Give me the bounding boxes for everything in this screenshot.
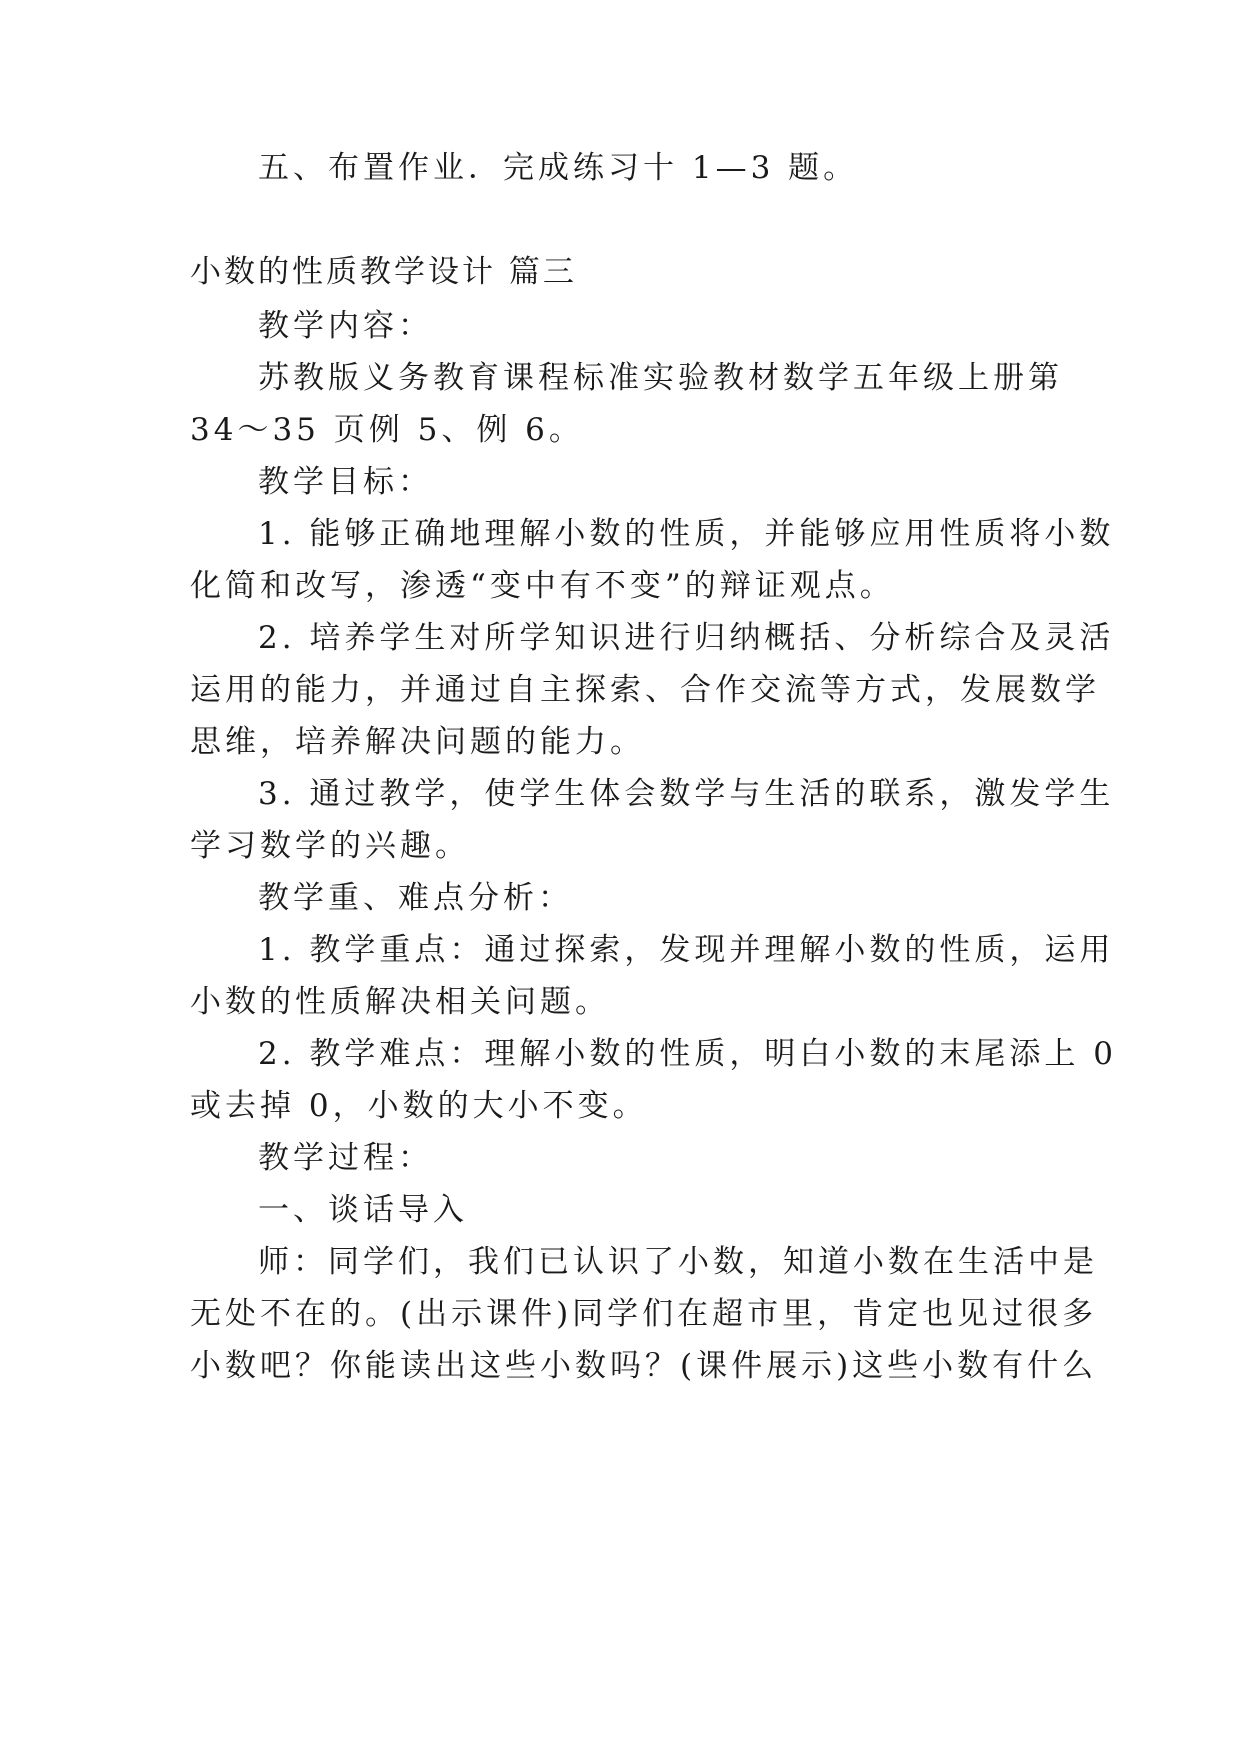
- step-1-line-2: 无处不在的。(出示课件)同学们在超市里，肯定也见过很多: [190, 1296, 1098, 1332]
- step-1-title: 一、谈话导入: [258, 1192, 468, 1228]
- goal-2-line-2: 运用的能力，并通过自主探索、合作交流等方式，发展数学: [190, 672, 1100, 708]
- key-1-line-2: 小数的性质解决相关问题。: [190, 984, 610, 1020]
- key-2-line-2: 或去掉 0，小数的大小不变。: [190, 1088, 648, 1124]
- goal-3-line-1: 3. 通过教学，使学生体会数学与生活的联系，激发学生: [258, 776, 1115, 812]
- content-line-2: 34～35 页例 5、例 6。: [190, 412, 584, 448]
- key-2-line-1: 2. 教学难点：理解小数的性质，明白小数的末尾添上 0: [258, 1036, 1118, 1072]
- goal-1-line-1: 1. 能够正确地理解小数的性质，并能够应用性质将小数: [258, 516, 1115, 552]
- homework-line: 五、布置作业．完成练习十 1—3 题。: [258, 150, 859, 186]
- content-label: 教学内容：: [258, 308, 433, 344]
- section-title: 小数的性质教学设计 篇三: [190, 254, 577, 290]
- goals-label: 教学目标：: [258, 464, 433, 500]
- content-line-1: 苏教版义务教育课程标准实验教材数学五年级上册第: [258, 360, 1063, 396]
- goal-2-line-3: 思维，培养解决问题的能力。: [190, 724, 645, 760]
- goal-3-line-2: 学习数学的兴趣。: [190, 828, 470, 864]
- step-1-line-1: 师：同学们，我们已认识了小数，知道小数在生活中是: [258, 1244, 1098, 1280]
- key-label: 教学重、难点分析：: [258, 880, 573, 916]
- process-label: 教学过程：: [258, 1140, 433, 1176]
- key-1-line-1: 1. 教学重点：通过探索，发现并理解小数的性质，运用: [258, 932, 1115, 968]
- step-1-line-3: 小数吧？你能读出这些小数吗？(课件展示)这些小数有什么: [190, 1348, 1098, 1384]
- goal-2-line-1: 2. 培养学生对所学知识进行归纳概括、分析综合及灵活: [258, 620, 1115, 656]
- goal-1-line-2: 化简和改写，渗透“变中有不变”的辩证观点。: [190, 568, 895, 604]
